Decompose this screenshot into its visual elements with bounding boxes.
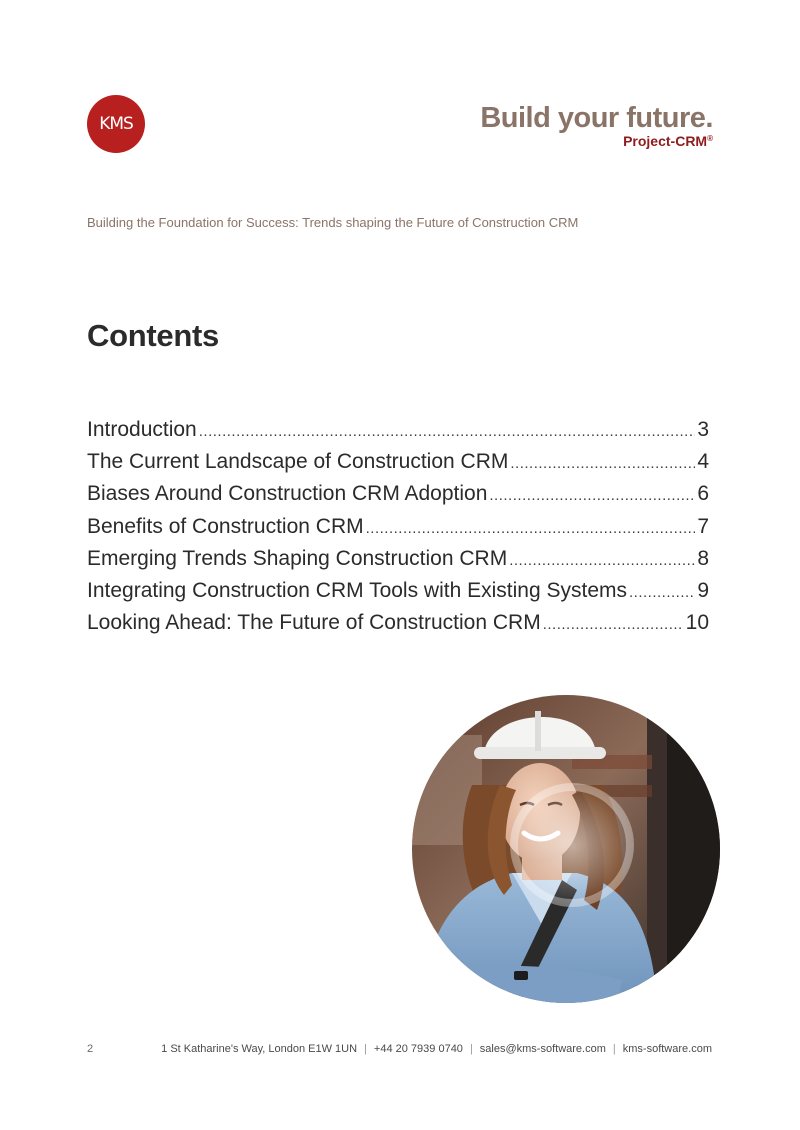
- document-subtitle: Building the Foundation for Success: Trends shaping the Future of Construction CRM: [87, 215, 579, 230]
- background-shadow: [667, 725, 720, 1003]
- worker-illustration: [412, 695, 720, 1003]
- toc-entry-page: 3: [697, 418, 709, 441]
- contents-heading: Contents: [87, 318, 219, 353]
- footer-phone[interactable]: +44 20 7939 0740: [373, 1043, 463, 1055]
- footer-email[interactable]: sales@kms-software.com: [479, 1043, 606, 1055]
- wristwatch: [514, 971, 528, 980]
- toc-entry-title: Benefits of Construction CRM: [87, 514, 364, 538]
- toc-entry-title: Integrating Construction CRM Tools with Existing Systems: [87, 578, 627, 602]
- toc-dot-leader: [366, 520, 696, 537]
- toc-entry-title: Looking Ahead: The Future of Construction CRM: [87, 611, 541, 635]
- toc-dot-leader: [489, 487, 695, 504]
- footer-contact: [161, 1043, 712, 1055]
- footer-separator: |: [469, 1043, 473, 1055]
- registered-mark: ®: [707, 134, 713, 143]
- footer-separator: |: [612, 1043, 616, 1055]
- toc-entry-benefits[interactable]: [87, 515, 709, 547]
- toc-dot-leader: [629, 584, 695, 601]
- toc-entry-introduction[interactable]: [87, 418, 709, 450]
- toc-entry-page: 7: [697, 514, 709, 538]
- toc-entry-emerging-trends[interactable]: [87, 547, 709, 579]
- toc-dot-leader: [509, 552, 695, 569]
- logo-text: KMS: [99, 114, 133, 134]
- toc-entry-page: 10: [685, 611, 709, 635]
- worker-photo: [412, 695, 720, 1003]
- brand-tagline: [480, 104, 713, 148]
- toc-entry-biases[interactable]: [87, 482, 709, 514]
- toc-entry-title: Biases Around Construction CRM Adoption: [87, 482, 488, 506]
- product-name: [480, 134, 713, 148]
- toc-entry-page: 4: [697, 450, 709, 474]
- toc-entry-title: Introduction: [87, 418, 197, 441]
- page-number: 2: [87, 1043, 94, 1055]
- toc-entry-page: 9: [697, 578, 709, 602]
- toc-entry-looking-ahead[interactable]: [87, 611, 709, 643]
- toc-entry-page: 8: [697, 546, 709, 570]
- product-name-text: Project-CRM: [623, 133, 708, 149]
- toc-entry-title: Emerging Trends Shaping Construction CRM: [87, 546, 508, 570]
- toc-entry-page: 6: [697, 482, 709, 506]
- toc-entry-integrating[interactable]: [87, 579, 709, 611]
- tagline-text: Build your future.: [480, 102, 713, 134]
- toc-entry-title: The Current Landscape of Construction CRM: [87, 450, 509, 474]
- footer-separator: |: [364, 1043, 367, 1055]
- table-of-contents: [87, 418, 709, 643]
- toc-dot-leader: [199, 423, 696, 440]
- toc-dot-leader: [543, 616, 684, 633]
- toc-entry-current-landscape[interactable]: [87, 450, 709, 482]
- kms-logo: [87, 95, 145, 153]
- toc-dot-leader: [510, 455, 695, 472]
- footer-website[interactable]: kms-software.com: [622, 1043, 712, 1055]
- footer-address: 1 St Katharine's Way, London E1W 1UN: [161, 1043, 358, 1055]
